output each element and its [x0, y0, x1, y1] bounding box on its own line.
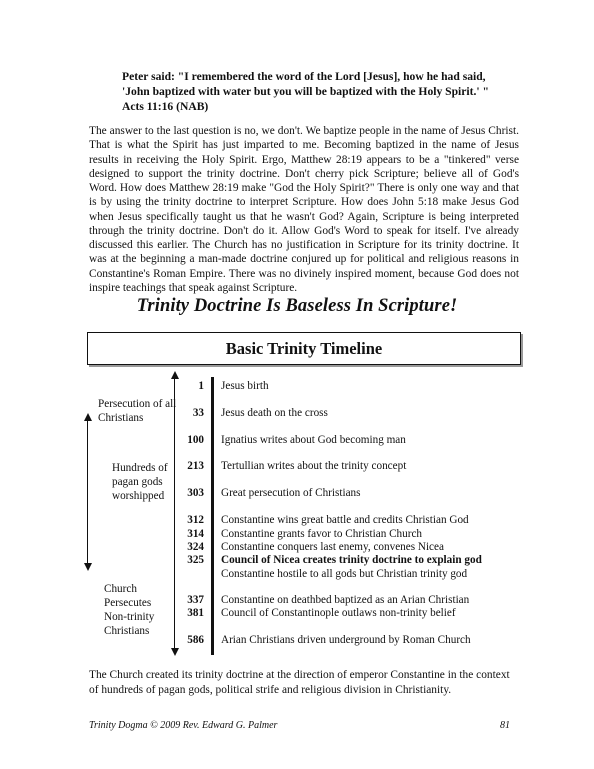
timeline-title: Basic Trinity Timeline	[225, 338, 383, 358]
label-church-persecutes: Church Persecutes Non-trinity Christians	[104, 583, 155, 637]
timeline-event: Constantine on deathbed baptized as an Arian Christian	[221, 594, 470, 606]
timeline-year: 303	[187, 487, 204, 499]
timeline-event: Ignatius writes about God becoming man	[221, 434, 406, 446]
timeline-year: 1	[198, 380, 204, 392]
arrow-up-icon	[171, 371, 179, 379]
closing-paragraph: The Church created its trinity doctrine at the direction of emperor Constantine in the context of hundreds of pagan gods, political strife and religious division in Christianity.	[89, 669, 510, 696]
arrow-down-icon	[84, 563, 92, 571]
timeline-year: 586	[187, 634, 204, 646]
persecution-span-line	[87, 420, 88, 564]
timeline-year: 213	[187, 460, 204, 472]
timeline-event: Constantine hostile to all gods but Christian trinity god	[221, 568, 468, 580]
timeline-year: 312	[187, 514, 204, 526]
timeline-event: Jesus death on the cross	[221, 407, 328, 419]
label-persecution: Persecution of all Christians	[98, 398, 177, 424]
label-pagan-gods: Hundreds of pagan gods worshipped	[112, 462, 168, 502]
timeline-title-box	[87, 332, 521, 365]
timeline-year: 100	[187, 434, 204, 446]
timeline-year: 325	[187, 554, 204, 566]
timeline-event: Constantine grants favor to Christian Church	[221, 528, 423, 540]
timeline-year: 314	[187, 528, 204, 540]
page-number: 81	[500, 720, 510, 731]
timeline-year: 33	[192, 407, 204, 419]
timeline-year: 324	[187, 541, 204, 553]
timeline-event: Great persecution of Christians	[221, 487, 361, 499]
body-paragraph: The answer to the last question is no, we don't. We baptize people in the name of Jesus Christ. That is what the Spirit has just imparted to me. Becoming baptized in the name of Jesus results in receiving the Holy Spirit. Ergo, Matthew 28:19 appears to be a "tinkered" verse designed to support the trinity doctrine. Don't cherry pick Scripture; believe all of God's Word. How does Matthew 28:19 make "God the Holy Spirit?" There is only one way and that is by using the trinity doctrine to interpret Scripture. How does John 5:18 make Jesus God when Jesus specifically taught us that he wasn't God? Again, Scripture is being interpreted through the trinity doctrine. Don't do it. Allow God's Word to speak for itself. I've already discussed this earlier. The Church has no justification in Scripture for its trinity doctrine. It was at the beginning a man-made doctrine conjured up for political and religious reasons in Constantine's Roman Empire. There was no divinely inspired moment, because God does not inspire teachings that speak against Scripture.	[89, 125, 519, 294]
arrow-down-icon	[171, 648, 179, 656]
timeline-year: 381	[187, 607, 204, 619]
footer-copyright: Trinity Dogma © 2009 Rev. Edward G. Palmer	[89, 720, 278, 731]
timeline-event-highlight: Council of Nicea creates trinity doctrine to explain god	[221, 554, 482, 566]
timeline-event: Jesus birth	[221, 380, 269, 392]
timeline-event: Constantine wins great battle and credits Christian God	[221, 514, 469, 526]
timeline-event: Tertullian writes about the trinity concept	[221, 460, 407, 472]
timeline-axis	[211, 377, 214, 655]
timeline-year: 337	[187, 594, 204, 606]
timeline-event: Council of Constantinople outlaws non-trinity belief	[221, 607, 456, 619]
timeline-event: Arian Christians driven underground by Roman Church	[221, 634, 471, 646]
section-heading: Trinity Doctrine Is Baseless In Scripture!	[136, 296, 458, 316]
scripture-quote: Peter said: "I remembered the word of the Lord [Jesus], how he had said, 'John baptized with water but you will be baptized with the Holy Spirit.' " Acts 11:16 (NAB)	[122, 70, 489, 113]
arrow-up-icon	[84, 413, 92, 421]
timeline-event: Constantine conquers last enemy, convenes Nicea	[221, 541, 444, 553]
